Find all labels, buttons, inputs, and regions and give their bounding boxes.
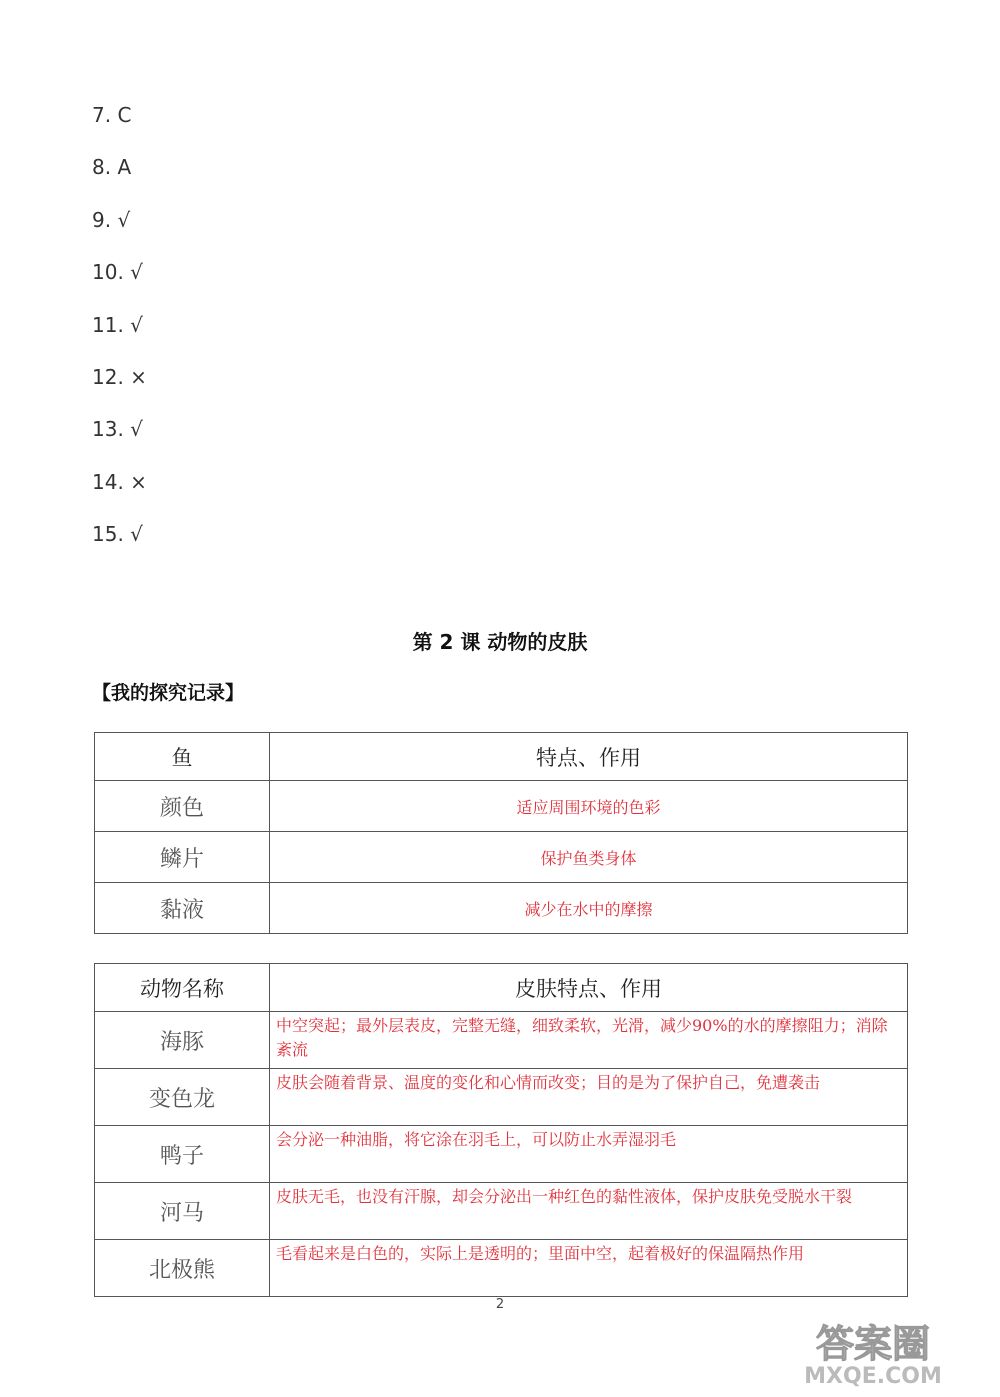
table-row	[95, 1240, 908, 1297]
answer-list	[92, 98, 147, 570]
section-title: 【我的探究记录】	[92, 682, 245, 704]
column-header: 皮肤特点、作用	[270, 964, 908, 1012]
row-label: 北极熊	[95, 1240, 270, 1297]
row-value: 皮肤无毛，也没有汗腺，却会分泌出一种红色的黏性液体，保护皮肤免受脱水干裂	[270, 1183, 908, 1240]
answer-item: 11. √	[92, 312, 143, 337]
fish-table	[94, 732, 908, 934]
answer-item: 9. √	[92, 207, 131, 232]
table-row	[95, 832, 908, 883]
table-header-row	[95, 964, 908, 1012]
table-row	[95, 1069, 908, 1126]
answer-item: 12. ×	[92, 364, 147, 389]
watermark-logo	[758, 1317, 988, 1389]
row-value: 中空突起；最外层表皮，完整无缝，细致柔软，光滑，减少90%的水的摩擦阻力；消除紊流	[270, 1012, 908, 1069]
table-row	[95, 781, 908, 832]
table-header-row	[95, 733, 908, 781]
answer-item: 13. √	[92, 417, 143, 442]
row-label: 黏液	[95, 883, 270, 934]
row-label: 鸭子	[95, 1126, 270, 1183]
watermark-text: 答案圈	[815, 1322, 931, 1366]
row-value: 减少在水中的摩擦	[270, 883, 908, 934]
answer-item: 15. √	[92, 522, 143, 547]
table-row	[95, 1183, 908, 1240]
answer-item: 7. C	[92, 103, 132, 127]
row-value: 毛看起来是白色的，实际上是透明的；里面中空，起着极好的保温隔热作用	[270, 1240, 908, 1297]
lesson-title: 第 2 课 动物的皮肤	[412, 630, 588, 654]
row-value: 会分泌一种油脂，将它涂在羽毛上，可以防止水弄湿羽毛	[270, 1126, 908, 1183]
row-value: 皮肤会随着背景、温度的变化和心情而改变；目的是为了保护自己，免遭袭击	[270, 1069, 908, 1126]
row-label: 颜色	[95, 781, 270, 832]
row-label: 海豚	[95, 1012, 270, 1069]
row-label: 鳞片	[95, 832, 270, 883]
answer-item: 8. A	[92, 155, 132, 180]
row-label: 变色龙	[95, 1069, 270, 1126]
table-row	[95, 883, 908, 934]
row-value: 适应周围环境的色彩	[270, 781, 908, 832]
answer-item: 14. ×	[92, 469, 147, 494]
row-value: 保护鱼类身体	[270, 832, 908, 883]
column-header: 特点、作用	[270, 733, 908, 781]
column-header: 鱼	[95, 733, 270, 781]
answer-item: 10. √	[92, 260, 143, 285]
animal-skin-table	[94, 963, 908, 1297]
watermark-url: MXQE.COM	[804, 1364, 942, 1389]
table-row	[95, 1126, 908, 1183]
row-label: 河马	[95, 1183, 270, 1240]
column-header: 动物名称	[95, 964, 270, 1012]
table-row	[95, 1012, 908, 1069]
page-number: 2	[495, 1297, 505, 1312]
